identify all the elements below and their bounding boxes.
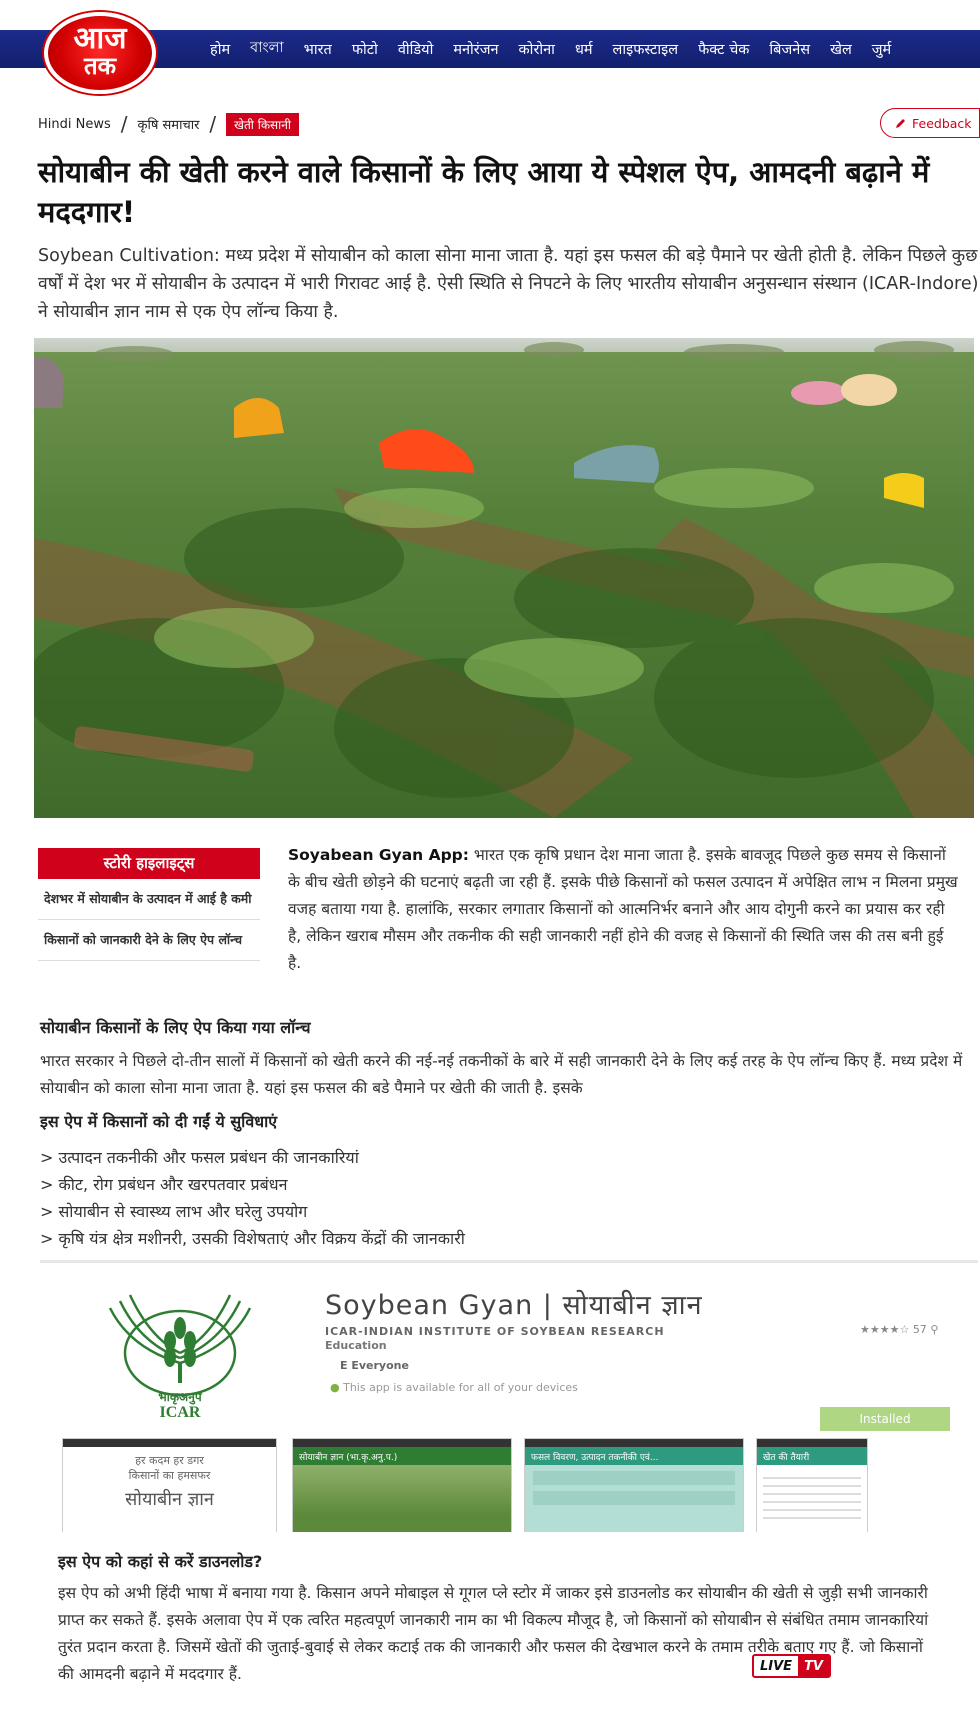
installed-button: Installed	[820, 1407, 950, 1431]
availability-label: This app is available for all of your devices	[343, 1381, 578, 1394]
list-item: > कीट, रोग प्रबंधन और खरपतवार प्रबंधन	[40, 1175, 288, 1194]
check-circle-icon: ●	[330, 1381, 340, 1394]
nav-item-home[interactable]: होम	[210, 42, 231, 58]
thumb-title: फसल विवरण, उत्पादन तकनीकी एवं...	[525, 1447, 743, 1465]
nav-item-entertainment[interactable]: मनोरंजन	[453, 42, 499, 58]
feature-list	[40, 1144, 465, 1252]
breadcrumb-separator: /	[120, 112, 128, 136]
nav-item-corona[interactable]: कोरोना	[518, 42, 555, 58]
intro-lead: Soyabean Gyan App:	[288, 846, 469, 864]
person-icon: ⚲	[930, 1323, 939, 1336]
article-lede: Soybean Cultivation: मध्य प्रदेश में सोयाबीन को काला सोना माना जाता है. यहां इस फसल की बड़े पैमाने पर खेती होती है. लेकिन पिछले कुछ वर्षों में देश भर में सोयाबीन के उत्पादन में भारी गिरावट आई है. ऐसी स्थिति से निपटने के लिए भारतीय सोयाबीन अनुसन्धान संस्थान (ICAR-Indore) ने सोयाबीन ज्ञान नाम से एक ऐप लॉन्च किया है.	[38, 246, 979, 322]
breadcrumb	[38, 112, 299, 136]
breadcrumb-separator: /	[209, 112, 217, 136]
list-item: > कृषि यंत्र क्षेत्र मशीनरी, उसकी विशेषताएं और विक्रय केंद्रों की जानकारी	[40, 1229, 465, 1248]
nav-item-business[interactable]: बिजनेस	[769, 42, 811, 58]
section-heading: इस ऐप को कहां से करें डाउनलोड?	[58, 1552, 263, 1571]
story-highlights	[38, 848, 260, 961]
logo-line-1: आज	[73, 21, 127, 56]
nav-item-fact-check[interactable]: फैक्ट चेक	[698, 42, 750, 58]
breadcrumb-home[interactable]: Hindi News	[38, 116, 111, 132]
page-title: सोयाबीन की खेती करने वाले किसानों के लिए आया ये स्पेशल ऐप, आमदनी बढ़ाने में मददगार!	[38, 155, 930, 229]
icar-logo-caption: ICAR	[159, 1404, 201, 1421]
pencil-icon	[895, 117, 907, 129]
app-category: Education	[325, 1339, 387, 1352]
app-screenshot-thumb	[62, 1438, 277, 1532]
main-nav	[200, 30, 901, 68]
feedback-label: Feedback	[912, 115, 972, 131]
rating-count: 57	[912, 1323, 927, 1336]
thumb-title: खेत की तैयारी	[757, 1447, 867, 1465]
app-developer: ICAR-INDIAN INSTITUTE OF SOYBEAN RESEARCH	[325, 1325, 665, 1338]
section-heading: इस ऐप में किसानों को दी गईं ये सुविधाएं	[40, 1112, 278, 1131]
nav-item-photo[interactable]: फोटो	[351, 42, 378, 58]
app-rating	[860, 1323, 938, 1336]
aajtak-logo[interactable]	[44, 12, 156, 94]
live-tv-badge: TV	[798, 1656, 829, 1676]
hero-image	[34, 338, 974, 818]
highlight-item: देशभर में सोयाबीन के उत्पादन में आई है कमी	[38, 879, 260, 920]
live-tv-button[interactable]	[752, 1654, 831, 1678]
breadcrumb-section[interactable]: कृषि समाचार	[137, 118, 200, 133]
icar-logo	[90, 1283, 270, 1423]
star-icon: ★★★★☆	[860, 1323, 910, 1336]
feedback-button[interactable]	[880, 108, 980, 138]
app-screenshot-thumb	[524, 1438, 744, 1532]
thumb-title: सोयाबीन ज्ञान	[125, 1489, 214, 1510]
section-heading: सोयाबीन किसानों के लिए ऐप किया गया लॉन्च	[40, 1018, 311, 1037]
logo-line-2: तक	[83, 52, 117, 80]
intro-paragraph	[288, 842, 958, 977]
section-paragraph: इस ऐप को अभी हिंदी भाषा में बनाया गया है. किसान अपने मोबाइल से गूगल प्ले स्टोर में जाकर इसे डाउनलोड कर सोयाबीन की खेती से जुड़ी सभी जानकारी प्राप्त कर सकते हैं. इसके अलावा ऐप में एक त्वरित महत्वपूर्ण जानकारी नाम का भी विकल्प मौजूद है, जो किसानों को सोयाबीन से संबंधित तमाम जानकारियां तुरंत प्रदान करता है. जिसमें खेतों की जुताई-बुवाई से लेकर कटाई तक की जानकारी और फसल की देखभाल करने के तमाम तरीके बताए गए हैं. जो किसानों की आमदनी बढ़ाने में मददगार हैं.	[58, 1584, 929, 1683]
section-paragraph: भारत सरकार ने पिछले दो-तीन सालों में किसानों को खेती करने की नई-नई तकनीकों के बारे में सही जानकारी देने के लिए कई तरह के ऐप लॉन्च किए हैं. मध्य प्रदेश में सोयाबीन को काला सोना माना जाता है. यहां इस फसल की बडे पैमाने पर खेती की जाती है. इसके	[40, 1052, 963, 1097]
highlights-title: स्टोरी हाइलाइट्स	[38, 848, 260, 879]
app-availability	[330, 1381, 578, 1394]
thumb-tagline: किसानों का हमसफर	[128, 1469, 211, 1482]
list-item: > सोयाबीन से स्वास्थ्य लाभ और घरेलु उपयोग	[40, 1202, 308, 1221]
icar-logo-hindi: भाकृअनुप	[158, 1390, 202, 1404]
highlight-item: किसानों को जानकारी देने के लिए ऐप लॉन्च	[38, 920, 260, 961]
list-item: > उत्पादन तकनीकी और फसल प्रबंधन की जानकारियां	[40, 1148, 359, 1167]
nav-item-bangla[interactable]: বাংলা	[250, 40, 284, 56]
nav-item-crime[interactable]: जुर्म	[871, 42, 892, 58]
nav-item-religion[interactable]: धर्म	[574, 42, 593, 58]
nav-item-bharat[interactable]: भारत	[303, 42, 332, 58]
thumb-title: सोयाबीन ज्ञान (भा.कृ.अनु.प.)	[293, 1447, 511, 1465]
app-age-rating	[340, 1359, 409, 1372]
age-rating-icon: E	[340, 1359, 348, 1372]
app-screenshot-thumb	[292, 1438, 512, 1532]
nav-item-sports[interactable]: खेल	[830, 42, 852, 58]
app-screenshot-thumb	[756, 1438, 868, 1532]
nav-item-lifestyle[interactable]: लाइफस्टाइल	[612, 42, 679, 58]
thumb-tagline: हर कदम हर डगर	[135, 1454, 204, 1467]
app-title: Soybean Gyan | सोयाबीन ज्ञान	[325, 1290, 703, 1321]
intro-text: भारत एक कृषि प्रधान देश माना जाता है. इसके बावजूद पिछले कुछ समय से किसानों के बीच खेती छोड़ने की घटनाएं बढ़ती जा रही हैं. इसके पीछे किसानों को फसल उत्पादन में अपेक्षित लाभ न मिलना प्रमुख वजह बताया गया है. हालांकि, सरकार लगातार किसानों को आत्मनिर्भर बनाने और आय दोगुनी करने का प्रयास कर रही है, लेकिन खराब मौसम और तकनीक की सही जानकारी नहीं होने की वजह से किसानों की स्थिति जस की तस बनी हुई है.	[288, 846, 958, 972]
app-store-screenshot	[40, 1260, 978, 1532]
nav-item-video[interactable]: वीडियो	[397, 42, 434, 58]
breadcrumb-tag[interactable]: खेती किसानी	[226, 113, 299, 136]
live-tv-label: LIVE	[760, 1658, 793, 1674]
age-rating-label: Everyone	[351, 1359, 409, 1372]
